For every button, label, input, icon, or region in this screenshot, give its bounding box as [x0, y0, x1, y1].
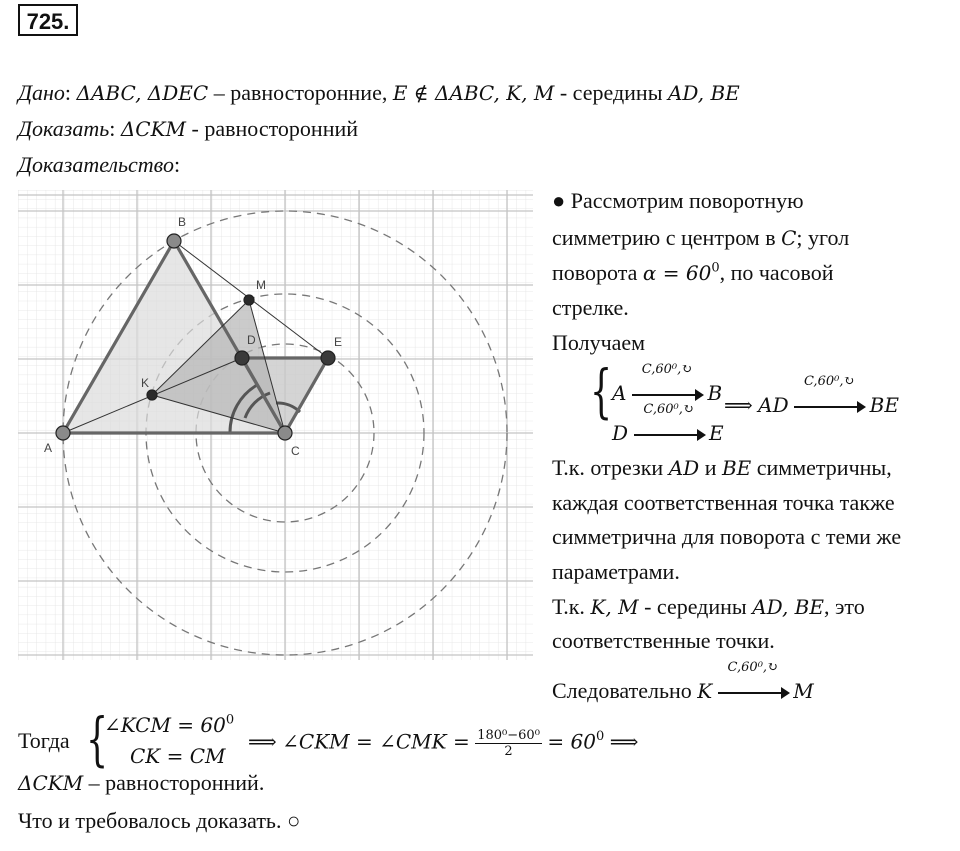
right-line-7d: BE	[721, 456, 752, 480]
right-line-5: Получаем	[552, 330, 646, 355]
right-line-11a: Т.к.	[552, 594, 591, 619]
right-line-12: соответственные точки.	[552, 628, 775, 653]
sys2-to: E	[709, 421, 724, 445]
sys1-from: A	[612, 381, 627, 405]
bottom-then: Тогда	[18, 728, 70, 753]
right-line-10: параметрами.	[552, 559, 680, 584]
result-arrow-label: C,60⁰,↻	[803, 374, 855, 389]
right-line-9: симметрична для поворота с теми же	[552, 524, 902, 549]
prove-line	[18, 116, 358, 142]
right-angle-sup: 0	[711, 260, 720, 276]
given-triangles: ΔABC, ΔDEC	[76, 81, 209, 105]
label-d: D	[247, 333, 256, 347]
point-c	[278, 426, 292, 440]
given-colon: :	[64, 80, 72, 105]
right-angle: α = 60	[642, 261, 712, 285]
prove-triangle: ΔCKM	[120, 117, 187, 141]
sys1-to: B	[707, 381, 723, 405]
right-line-7	[552, 455, 892, 481]
right-line-3c: , по часовой	[719, 260, 834, 285]
bottom-line-2-text: – равносторонний.	[83, 770, 265, 795]
right-line-3a: поворота	[552, 260, 643, 285]
label-k: K	[141, 376, 150, 390]
bottom-implies-2: ⟹	[609, 729, 639, 754]
k-to-m-arrow-label: C,60⁰,↻	[727, 660, 778, 675]
result-arrow	[794, 374, 864, 418]
right-line-13c: M	[793, 679, 814, 703]
bottom-triangle: ΔCKM	[18, 771, 84, 795]
sys2-arrow-label: C,60⁰,↻	[643, 402, 694, 417]
bottom-brace: {	[86, 705, 109, 773]
point-e	[321, 351, 335, 365]
point-k	[147, 390, 157, 400]
right-line-3	[552, 260, 833, 286]
system-result	[724, 374, 899, 418]
given-text-1: – равносторонние,	[208, 80, 393, 105]
result-from: AD	[758, 393, 789, 417]
bottom-eq-1: ∠CKM = ∠CMK =	[282, 729, 470, 754]
k-to-m-arrow	[718, 660, 788, 704]
system-row-2	[612, 402, 724, 446]
right-line-11b: K, M	[590, 595, 639, 619]
point-a	[56, 426, 70, 440]
given-points: E ∉ ΔABC, K, M	[392, 81, 555, 105]
right-line-11c: - середины	[638, 594, 753, 619]
label-b: B	[178, 215, 187, 229]
bottom-sys-1-sup: 0	[225, 712, 235, 728]
proof-label: Доказательство	[18, 152, 174, 177]
given-segments: AD, BE	[667, 81, 740, 105]
right-line-2	[552, 225, 849, 251]
bottom-eq-2: = 60	[547, 729, 596, 754]
system-brace: {	[590, 357, 613, 425]
point-b	[167, 234, 181, 248]
given-label: Дано	[18, 80, 65, 105]
problem-number: 725.	[18, 4, 78, 36]
sys2-arrow	[634, 402, 704, 446]
right-line-1: ● Рассмотрим поворотную	[552, 188, 804, 213]
bottom-line-2	[18, 770, 264, 796]
bottom-equation	[248, 728, 638, 759]
bottom-line-3: Что и требовалось доказать. ○	[18, 808, 301, 833]
result-to: BE	[869, 393, 899, 417]
bottom-sys-1	[104, 712, 234, 738]
bottom-sys-2	[130, 743, 226, 769]
right-line-8: каждая соответственная точка также	[552, 490, 895, 515]
right-line-4: стрелке.	[552, 295, 629, 320]
prove-label: Доказать	[18, 116, 110, 141]
point-m	[244, 295, 254, 305]
bottom-sys-1-text: ∠KCM = 60	[104, 713, 226, 737]
right-line-7e: симметричны,	[751, 455, 892, 480]
label-m: M	[256, 278, 266, 292]
label-a: A	[44, 441, 53, 455]
label-c: C	[291, 444, 300, 458]
right-line-13b: K	[697, 679, 713, 703]
right-line-11	[552, 594, 865, 620]
right-line-13	[552, 660, 814, 704]
label-e: E	[334, 335, 343, 349]
fraction-denominator: 2	[504, 744, 513, 759]
right-line-7b: AD	[668, 456, 700, 480]
right-center: C	[781, 226, 797, 250]
right-line-13a: Следовательно	[552, 678, 698, 703]
right-line-7a: Т.к. отрезки	[552, 455, 669, 480]
bottom-fraction	[475, 728, 542, 759]
implies-1: ⟹	[724, 393, 753, 417]
bottom-eq-2-sup: 0	[595, 729, 605, 745]
right-line-11d: AD, BE	[752, 595, 824, 619]
point-d	[235, 351, 249, 365]
right-line-2a: симметрию с центром в	[552, 225, 782, 250]
prove-colon: :	[109, 116, 116, 141]
geometry-figure	[18, 190, 538, 665]
proof-line	[18, 152, 180, 178]
right-line-2c: ; угол	[796, 225, 850, 250]
right-line-11e: , это	[823, 594, 865, 619]
given-text-2: - середины	[554, 80, 668, 105]
prove-text: - равносторонний	[186, 116, 359, 141]
given-line	[18, 80, 740, 106]
bottom-sys-2-text: CK = CM	[130, 744, 226, 768]
proof-colon: :	[173, 152, 181, 177]
right-line-7c: и	[699, 455, 722, 480]
fraction-numerator: 180⁰−60⁰	[477, 728, 540, 743]
sys2-from: D	[612, 421, 629, 445]
bottom-implies-1: ⟹	[248, 729, 277, 754]
sys1-arrow-label: C,60⁰,↻	[641, 362, 693, 377]
